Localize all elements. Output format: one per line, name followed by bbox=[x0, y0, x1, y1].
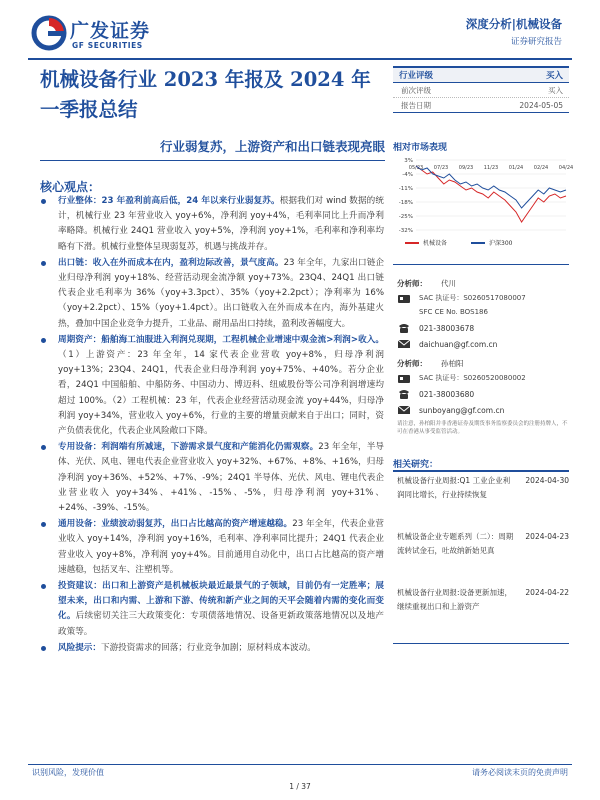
chart-divider bbox=[393, 264, 569, 265]
related-item-date: 2024-04-23 bbox=[525, 532, 569, 541]
key-point-general bbox=[38, 517, 384, 578]
related-item[interactable] bbox=[397, 586, 569, 642]
analyst-email[interactable]: daichuan@gf.com.cn bbox=[419, 339, 498, 349]
header-divider bbox=[28, 58, 572, 60]
id-card-icon bbox=[397, 292, 411, 306]
rating-table bbox=[393, 66, 569, 113]
page-header bbox=[0, 0, 600, 62]
related-item-date: 2024-04-22 bbox=[525, 588, 569, 597]
analyst-card-1 bbox=[397, 278, 571, 350]
x-tick-label: 01/24 bbox=[508, 165, 524, 171]
report-subtitle: 行业弱复苏，上游资产和出口链表现亮眼 bbox=[159, 139, 385, 154]
key-point-body: （1）上游资产：23 年全年，14 家代表企业营收 yoy+8%，归母净利润 yoy+13%；23Q4、24Q1，代表企业归母净利润 yoy+75%、+40%。若分企业看，24Q1 中国船舶、中船防务、中国动力、博迈科、纽威股份等公司净利润增速均超过 100%。（2）工程机械：23 年，代表企业经营活动现金流 yoy+44%，归母净利润 yoy+34%，营业收入 yoy+6%，行业的主要的增量贡献来自于出口；同时，资产负债表优化，代表企业风险敞口下降。 bbox=[58, 350, 384, 437]
gf-logo-icon bbox=[32, 16, 66, 50]
bullet-dot-icon bbox=[41, 522, 46, 527]
footer-disclaimer-link[interactable]: 请务必阅读末页的免责声明 bbox=[472, 768, 568, 777]
rating-row-value: 2024-05-05 bbox=[519, 100, 563, 110]
analyst-disclaimer: 请注意，孙柏阳并非香港证券及期货事务监察委员会的注册持牌人，不可在香港从事受监管活动。 bbox=[397, 421, 568, 435]
performance-title: 相对市场表现 bbox=[393, 143, 448, 153]
gf-securities-logo bbox=[32, 14, 182, 54]
related-research-list bbox=[397, 474, 569, 642]
rating-row-label: 前次评级 bbox=[401, 85, 431, 95]
analyst-card-2 bbox=[397, 358, 571, 418]
analyst-phone: 021-38003680 bbox=[419, 389, 475, 399]
related-item-title[interactable]: 机械设备行业周报:Q1 工业企业利润同比增长，行业持续恢复 bbox=[397, 476, 511, 499]
related-item-title[interactable]: 机械设备行业周报:设备更新加速，继续重视出口和上游资产 bbox=[397, 588, 513, 611]
key-point-head: 出口链：收入在外而成本在内，盈利边际改善，景气度高。 bbox=[58, 257, 284, 268]
key-point-export bbox=[38, 256, 384, 332]
key-point-head: 通用设备：业绩波动弱复苏，出口占比越高的资产增速越稳。 bbox=[58, 519, 293, 530]
key-point-head: 行业整体：23 年盈利前高后低，24 年以来行业弱复苏。 bbox=[58, 196, 280, 206]
bullet-dot-icon bbox=[41, 261, 46, 266]
report-title: 机械设备行业 2023 年报及 2024 年一季报总结 bbox=[40, 68, 371, 121]
analyst-email[interactable]: sunboyang@gf.com.cn bbox=[419, 405, 505, 415]
y-tick-label: -18% bbox=[398, 200, 413, 206]
title-divider bbox=[40, 160, 385, 161]
key-points-heading: 核心观点： bbox=[40, 180, 101, 194]
legend-swatch-red bbox=[405, 242, 419, 244]
analyst-sac: SAC 执证号：S0260517080007 bbox=[419, 294, 526, 302]
key-point-industry bbox=[38, 194, 384, 255]
analyst-sfc: SFC CE No. BOS186 bbox=[419, 308, 488, 316]
key-point-body: 下游投资需求的回落；行业竞争加剧；原材料成本波动。 bbox=[100, 642, 316, 653]
key-points-list bbox=[38, 194, 384, 657]
related-item-date: 2024-04-30 bbox=[525, 476, 569, 485]
phone-icon bbox=[397, 321, 411, 335]
phone-icon bbox=[397, 387, 411, 401]
logo-text-cn: 广发证券 bbox=[70, 20, 151, 42]
related-divider-top bbox=[393, 470, 569, 472]
key-point-head: 周期资产：船舶海工油服进入利润兑现期，工程机械企业增速中观金流>利润>收入。 bbox=[58, 334, 384, 345]
logo-text-en: GF SECURITIES bbox=[72, 41, 143, 50]
key-point-body: 后续密切关注三大政策变化：专项债落地情况、设备更新政策落地情况以及地产政策等。 bbox=[58, 611, 384, 637]
rating-row-label: 报告日期 bbox=[401, 100, 431, 110]
bullet-dot-icon bbox=[41, 445, 46, 450]
analyst-sac: SAC 执证号：S0260520080002 bbox=[419, 374, 526, 382]
key-point-body: 23 年全年，半导体、光伏、风电、锂电代表企业营业收入 yoy+32%、+67%、+8%、+16%，归母净利润 yoy+36%、+52%、+7%、-9%；24Q1 半导体、光伏、风电、锂电代表企业营业收入 yoy+34%、+41%、-15%、-5%，归母净利润 yoy+31%、+24%、-39%、-15%。 bbox=[58, 442, 384, 514]
rating-header bbox=[393, 66, 569, 83]
key-point-cyclical bbox=[38, 333, 384, 439]
x-tick-label: 09/23 bbox=[458, 165, 474, 171]
chart-legend bbox=[405, 238, 512, 247]
bullet-dot-icon bbox=[41, 646, 46, 651]
key-point-body: 23 年全年，九家出口链企业归母净利润 yoy+18%、经营活动现金流净额 yoy+73%。23Q4、24Q1 出口链代表企业毛利率为 36%（yoy+3.3pct）、35%（yoy+2.2pct）；净利率为 16%（yoy+2.2pct）、15%（yoy+1.4pct）。出口链收入在外而成本在内，海外基建火热，叠加中国企业竞争力提升，工业品、耐用品出口持续，盈利改善幅度大。 bbox=[58, 257, 384, 329]
rating-row-date bbox=[393, 98, 569, 113]
bullet-dot-icon bbox=[41, 338, 46, 343]
bullet-dot-icon bbox=[41, 199, 46, 204]
x-tick-label: 07/23 bbox=[433, 165, 449, 171]
page-number: 1 / 37 bbox=[289, 782, 311, 791]
legend-item-machinery bbox=[405, 238, 447, 247]
related-research-title: 相关研究： bbox=[393, 460, 439, 470]
key-point-head: 投资建议：出口和上游资产是机械板块最近最景气的子领域，目前仍有一定胜率；展望未来，出口和内需、上游和下游、传统和新产业之间的天平会随着内需的变化而变化。 bbox=[58, 581, 384, 622]
related-item[interactable] bbox=[397, 530, 569, 586]
rating-row-value: 买入 bbox=[548, 85, 563, 95]
legend-label: 沪深300 bbox=[489, 240, 513, 247]
report-type: 证券研究报告 bbox=[510, 37, 562, 47]
footer-slogan: 识别风险，发现价值 bbox=[32, 768, 104, 777]
rating-header-label: 行业评级 bbox=[399, 71, 434, 81]
y-tick-label: -25% bbox=[398, 214, 413, 220]
analyst-name: 孙柏阳 bbox=[441, 359, 464, 368]
y-tick-label: -32% bbox=[398, 228, 413, 234]
key-point-risk bbox=[38, 641, 384, 656]
related-item[interactable] bbox=[397, 474, 569, 530]
bullet-dot-icon bbox=[41, 584, 46, 589]
x-tick-label: 04/24 bbox=[558, 165, 574, 171]
x-tick-label: 02/24 bbox=[533, 165, 549, 171]
rating-header-value: 买入 bbox=[545, 71, 563, 81]
key-point-body: 23 年全年，代表企业营业收入 yoy+14%，净利润 yoy+16%，毛利率、净利率同比提升；24Q1 代表企业营业收入 yoy+8%，净利润 yoy+4%。目前通用自动化中，出口占比越高的资产增速越稳，包括叉车、注塑机等。 bbox=[58, 519, 384, 575]
legend-swatch-blue bbox=[471, 242, 485, 244]
analyst-name: 代川 bbox=[441, 279, 456, 288]
y-tick-label: -4% bbox=[402, 172, 413, 178]
x-tick-label: 05/23 bbox=[408, 165, 424, 171]
analyst-role: 分析师： bbox=[397, 359, 427, 368]
footer-divider bbox=[28, 764, 572, 765]
related-item-title[interactable]: 机械设备企业专题系列（二）：周期流转试金石，吐故纳新始见真 bbox=[397, 532, 514, 555]
legend-label: 机械设备 bbox=[423, 240, 448, 247]
key-point-body: 根据我们对 wind 数据的统计，机械行业 23 年营业收入 yoy+6%，净利润 yoy+4%，毛利率同比上升而净利率略降。机械行业 24Q1 营业收入 yoy+5%，净利润 yoy+1%，毛利率和净利率均略有下滑。机械行业整体呈现弱复苏，机遇与挑战并存。 bbox=[58, 196, 384, 252]
analyst-role: 分析师： bbox=[397, 279, 427, 288]
legend-item-hs300 bbox=[471, 238, 512, 247]
email-icon bbox=[397, 403, 411, 417]
key-point-head: 专用设备：利润端有所减速，下游需求景气度和产能消化仍需观察。 bbox=[58, 442, 319, 453]
related-divider-bottom bbox=[393, 643, 569, 644]
id-card-icon bbox=[397, 372, 411, 386]
key-point-head: 风险提示： bbox=[58, 642, 101, 653]
email-icon bbox=[397, 337, 411, 351]
report-category: 深度分析|机械设备 bbox=[465, 17, 562, 31]
rating-row-previous bbox=[393, 83, 569, 98]
y-tick-label: -11% bbox=[398, 186, 413, 192]
x-tick-label: 11/23 bbox=[483, 165, 499, 171]
y-tick-label: 3% bbox=[404, 158, 413, 164]
analyst-phone: 021-38003678 bbox=[419, 323, 475, 333]
key-point-investment bbox=[38, 579, 384, 640]
key-point-special bbox=[38, 440, 384, 516]
